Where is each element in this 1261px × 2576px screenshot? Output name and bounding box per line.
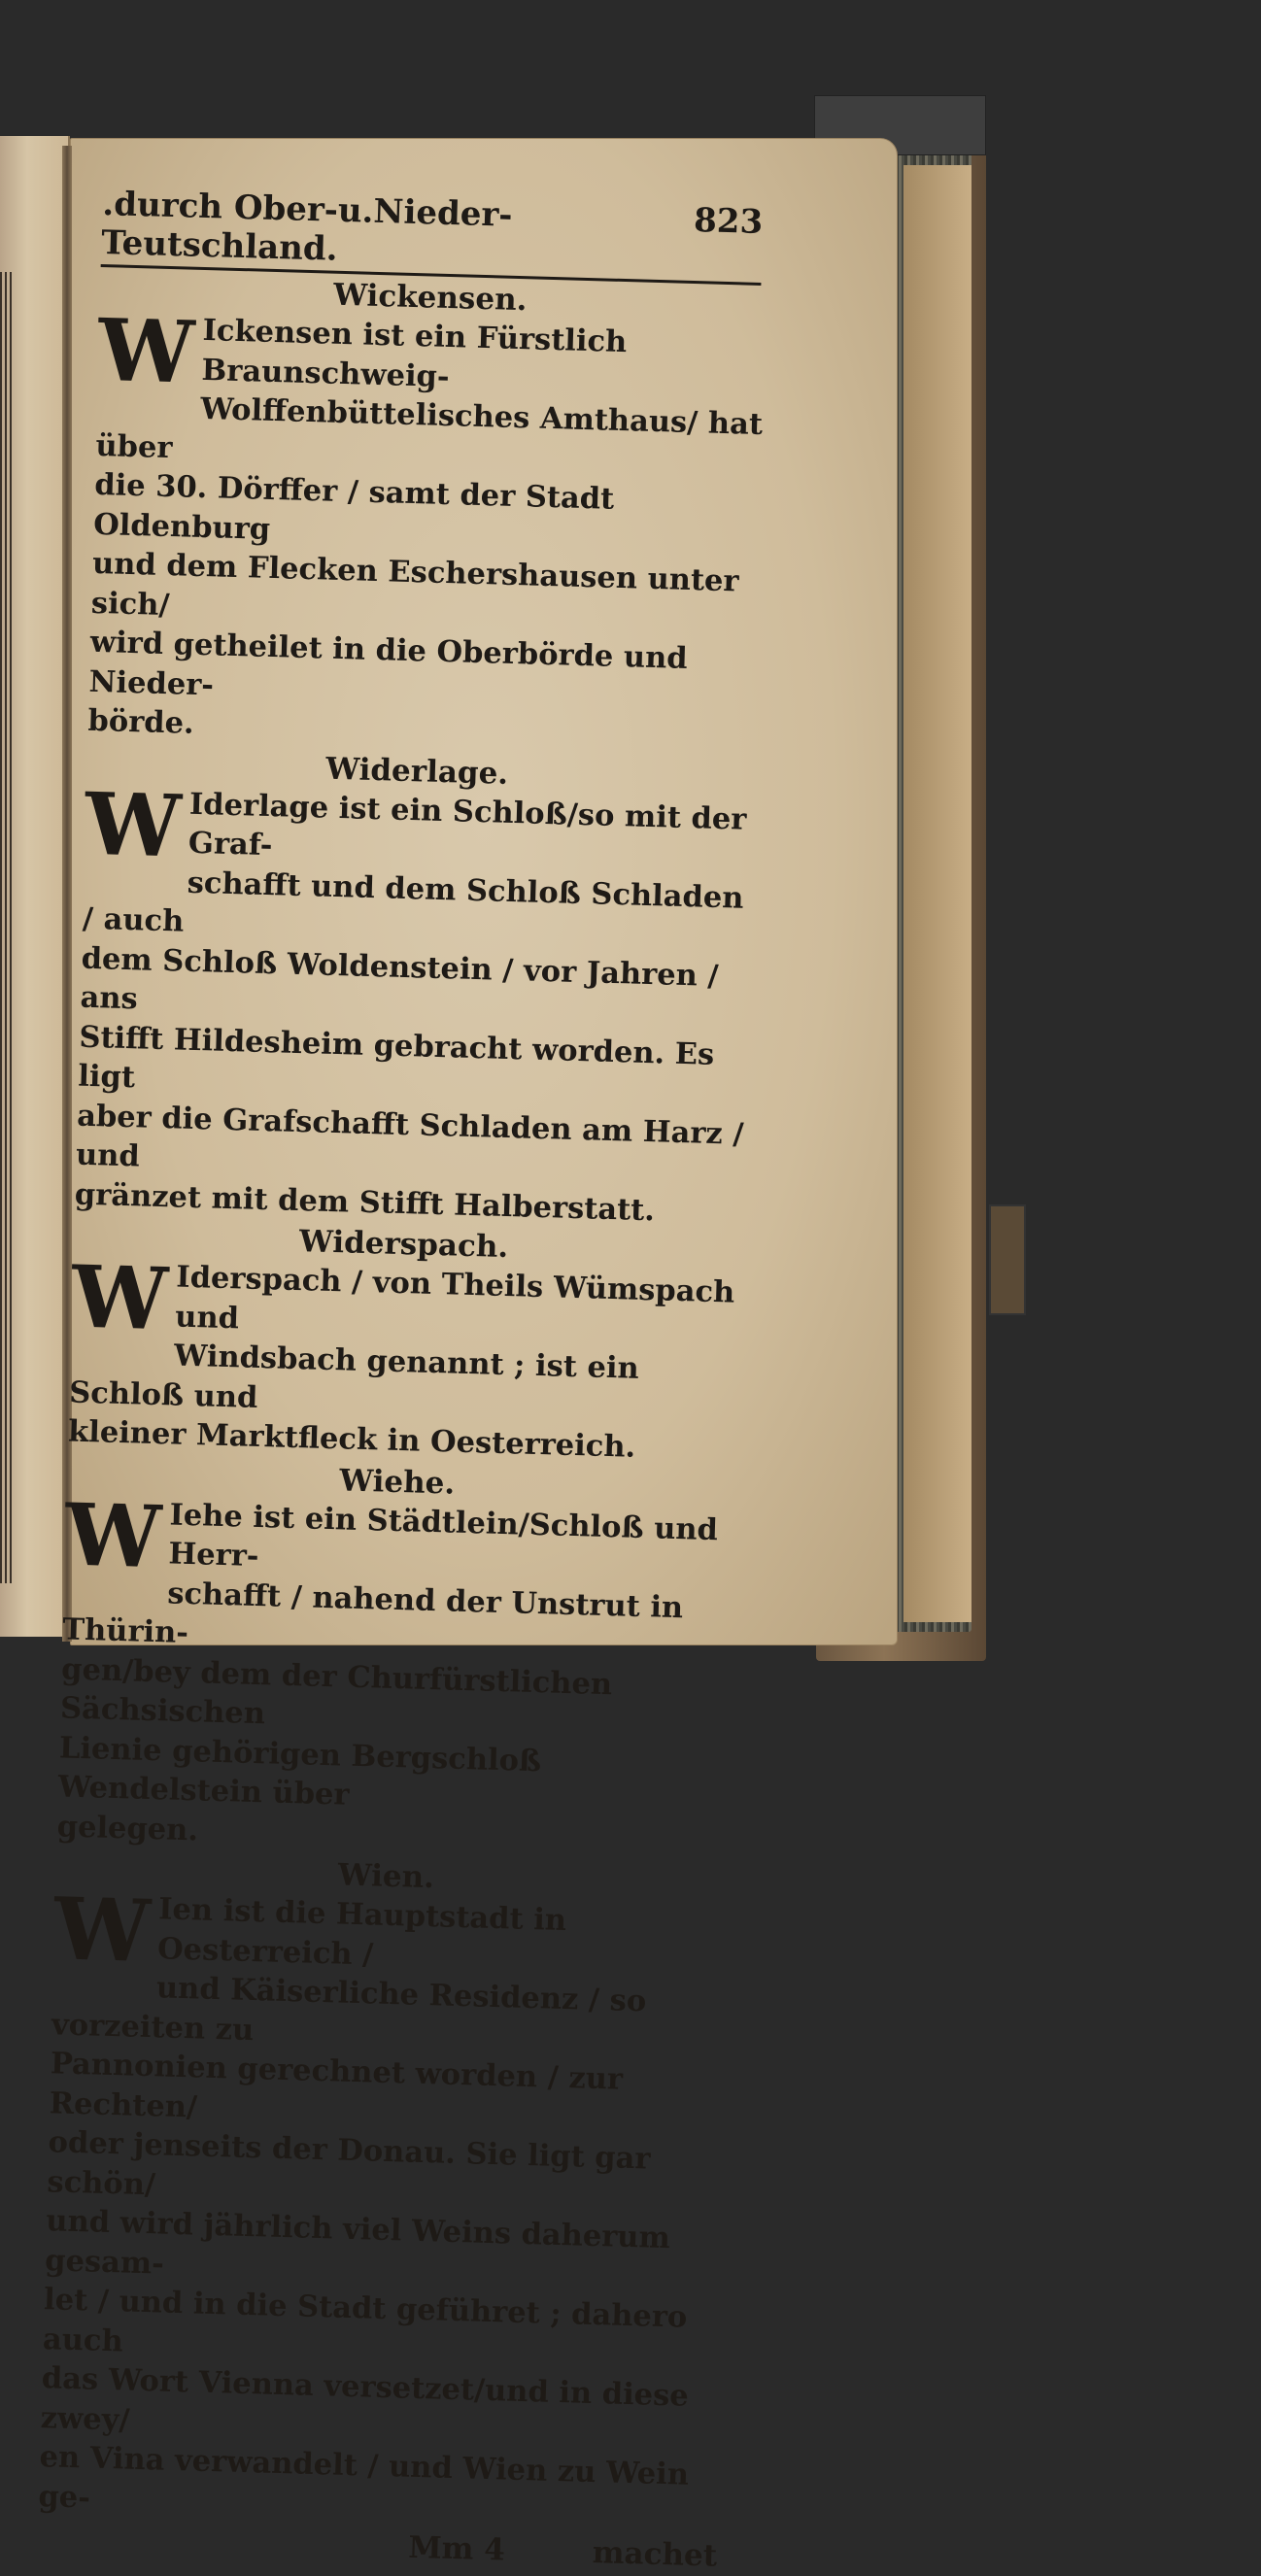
entry — [38, 1847, 804, 2536]
entry-body — [38, 1878, 735, 2534]
running-title: .durch Ober-u.Nieder-Teutschland. — [100, 185, 514, 269]
entry-title: Widerlage. — [324, 751, 509, 792]
entry-body — [67, 1245, 753, 1471]
drop-capital: W — [63, 1482, 163, 1587]
drop-capital: W — [70, 1245, 170, 1350]
entry — [68, 1216, 822, 1473]
left-page-rule — [0, 272, 12, 1583]
signature-mark: Mm 4 — [407, 2529, 506, 2568]
entry-body — [56, 1482, 746, 1865]
running-head — [101, 185, 764, 286]
entry-text: Iderlage ist ein Schloß/so mit der Graf- schafft und dem Schloß Schladen / auch dem Schloß Woldenstein / vor Jahren / ans Stifft Hildesheim gebracht worden. Es ligt aber die Grafschafft Schladen am Harz / und gränzet mit dem Stifft Halberstatt. — [74, 786, 747, 1228]
entry-text: Iehe ist ein Städtlein/Schloß und Herr- schafft / nahend der Unstrut in Thürin- gen/bey dem der Churfürstlichen Sächsischen Lienie gehörigen Bergschloß Wendelstein über gelegen. — [56, 1496, 719, 1847]
entry-title: Wiehe. — [338, 1462, 456, 1502]
entry-text: Iderspach / von Theils Wümspach und Windsbach genannt ; ist ein Schloß und kleiner Marktfleck in Oesterreich. — [67, 1259, 735, 1465]
drop-capital: W — [52, 1878, 153, 1983]
drop-capital: W — [96, 298, 196, 403]
entry — [87, 269, 848, 762]
entry-body — [74, 772, 766, 1233]
entry-title: Widerspach. — [298, 1224, 509, 1266]
entry-text: Ien ist die Hauptstadt in Oesterreich / und Käiserliche Residenz / so vorzeiten zu Pannonien gerechnet worden / zur Rechten/ oder jenseits der Donau. Sie ligt gar schön/ und wird jährlich viel Weins daherum gesam- let / und in die Stadt geführet ; dahero auch das Wort Vienna versetzet/und in diese zwey/ en Vina verwandelt / und Wien zu Wein ge- — [38, 1891, 690, 2516]
drop-capital: W — [84, 772, 183, 876]
catchword: machet — [592, 2535, 718, 2574]
entry-title: Wickensen. — [332, 277, 528, 319]
page-number: 823 — [693, 201, 764, 242]
page-edges-outer — [903, 165, 971, 1622]
entry-body — [87, 298, 779, 760]
entry-title: Wien. — [337, 1857, 435, 1896]
entry — [56, 1453, 815, 1867]
metal-clasp-side — [989, 1204, 1026, 1315]
entry — [74, 742, 835, 1235]
entry-text: Ickensen ist ein Fürstlich Braunschweig- Wolffenbüttelisches Amthaus/ hat über die 30. Dörffer / samt der Stadt Oldenburg und dem Flecken Eschershausen unter sich/ wird getheilet in die Oberbörde und Nieder- börde. — [87, 312, 764, 741]
page-text — [37, 185, 851, 2576]
